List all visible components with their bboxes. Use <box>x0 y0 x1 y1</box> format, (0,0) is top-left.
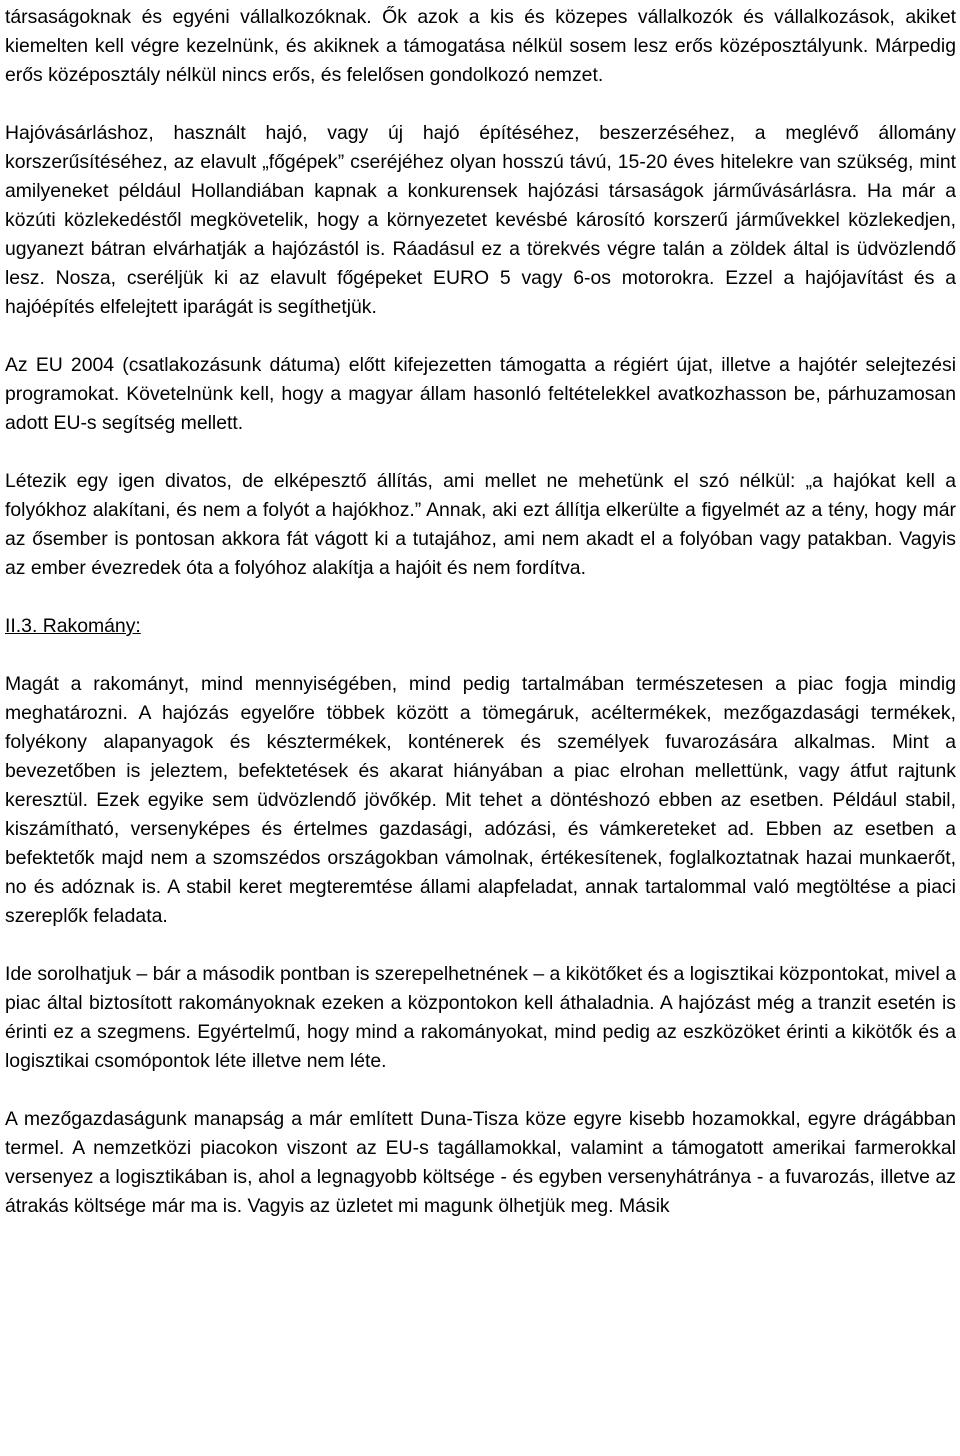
paragraph-eu-2004: Az EU 2004 (csatlakozásunk dátuma) előtt kifejezetten támogatta a régiért újat, illetve a hajótér selejtezési programokat. Követelnünk kell, hogy a magyar állam hasonló feltételekkel avatkozhasson be, párhuzamosan adott EU-s segítség mellett. <box>5 354 956 434</box>
paragraph-rivers: Létezik egy igen divatos, de elképesztő állítás, ami mellet ne mehetünk el szó nélkül: „a hajókat kell a folyókhoz alakítani, és nem a folyót a hajókhoz.” Annak, aki ezt állítja elkerülte a figyelmét az a tény, hogy már az ősember is pontosan akkora fát vágott ki a tutajához, ami nem akadt el a folyóban vagy patakban. Vagyis az ember évezredek óta a folyóhoz alakítja a hajóit és nem fordítva. <box>5 470 956 579</box>
paragraph-ports: Ide sorolhatjuk – bár a második pontban is szerepelhetnének – a kikötőket és a logisztikai központokat, mivel a piac által biztosított rakományoknak ezeken a központokon kell áthaladnia. A hajózást még a tranzit esetén is érinti ez a szegmens. Egyértelmű, hogy mind a rakományokat, mind pedig az eszközöket érinti a kikötők és a logisztikai csomópontok léte illetve nem léte. <box>5 963 956 1072</box>
paragraph-agriculture: A mezőgazdaságunk manapság a már említett Duna-Tisza köze egyre kisebb hozamokkal, egyre drágábban termel. A nemzetközi piacokon viszont az EU-s tagállamokkal, valamint a támogatott amerikai farmerokkal versenyez a logisztikában is, ahol a legnagyobb költsége - és egyben versenyhátránya - a fuvarozás, illetve az átrakás költsége már ma is. Vagyis az üzletet mi magunk ölhetjük meg. Másik <box>5 1108 956 1217</box>
paragraph-ship-purchase: Hajóvásárláshoz, használt hajó, vagy új hajó építéséhez, beszerzéséhez, a meglévő állomány korszerűsítéséhez, az elavult „főgépek” cseréjéhez olyan hosszú távú, 15-20 éves hitelekre van szükség, mint amilyeneket például Hollandiában kapnak a konkurensek hajózási társaságok járművásárlásra. Ha már a közúti közlekedéstől megkövetelik, hogy a környezetet kevésbé károsító korszerű járművekkel közlekedjen, ugyanezt bátran elvárhatják a hajózástól is. Ráadásul ez a törekvés végre talán a zöldek által is üdvözlendő lesz. Nosza, cseréljük ki az elavult főgépeket EURO 5 vagy 6-os motorokra. Ezzel a hajójavítást és a hajóépítés elfelejtett iparágát is segíthetjük. <box>5 122 956 318</box>
section-heading-text: II.3. Rakomány: <box>5 615 141 637</box>
paragraph-cargo: Magát a rakományt, mind mennyiségében, mind pedig tartalmában természetesen a piac fogja mindig meghatározni. A hajózás egyelőre többek között a tömegáruk, acéltermékek, mezőgazdasági termékek, folyékony alapanyagok és késztermékek, konténerek és személyek fuvarozására alkalmas. Mint a bevezetőben is jeleztem, befektetések és akarat hiányában a piac elrohan mellettünk, vagy átfut rajtunk keresztül. Ezek egyike sem üdvözlendő jövőkép. Mit tehet a döntéshozó ebben az esetben. Például stabil, kiszámítható, versenyképes és értelmes gazdasági, adózási, és vámkereteket ad. Ebben az esetben a befektetők majd nem a szomszédos országokban vámolnak, értékesítenek, foglalkoztatnak hazai munkaerőt, no és adóznak is. A stabil keret megteremtése állami alapfeladat, annak tartalommal való megtöltése a piaci szereplők feladata. <box>5 673 956 927</box>
section-heading <box>5 612 956 641</box>
paragraph-intro: társaságoknak és egyéni vállalkozóknak. Ők azok a kis és közepes vállalkozók és vállalkozások, akiket kiemelten kell végre kezelnünk, és akiknek a támogatása nélkül sosem lesz erős középosztályunk. Márpedig erős középosztály nélkül nincs erős, és felelősen gondolkozó nemzet. <box>5 6 956 86</box>
